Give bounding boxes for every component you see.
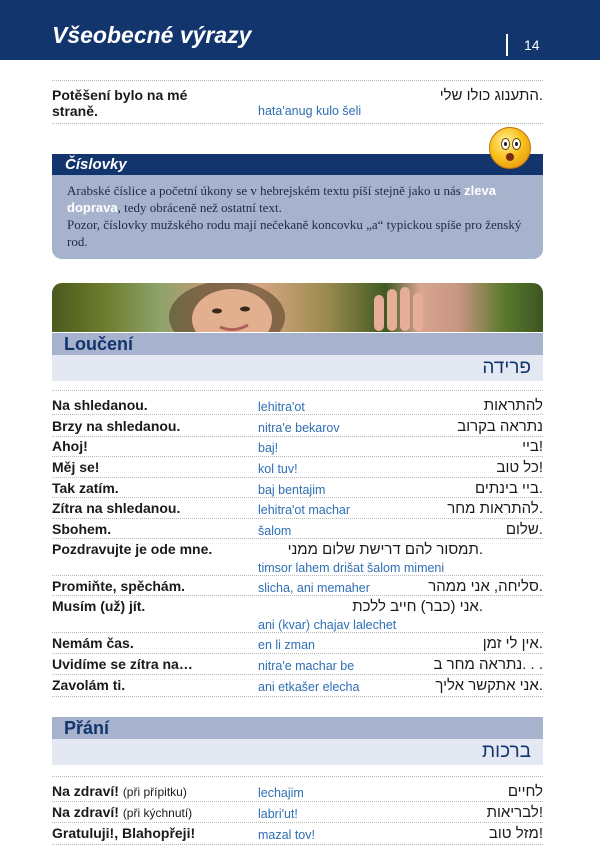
section-header-wishes	[52, 717, 543, 739]
phrase-transcription: mazal tov!	[258, 828, 315, 842]
section-title: Loučení	[64, 334, 134, 354]
divider	[52, 436, 543, 437]
chapter-title: Všeobecné výrazy	[52, 22, 252, 48]
divider	[52, 653, 543, 654]
divider	[52, 390, 543, 391]
phrase-czech: Pozdravujte je ode mne.	[52, 541, 213, 557]
section-header-farewell	[52, 333, 543, 355]
phrase-czech: Brzy na shledanou.	[52, 418, 181, 434]
phrase-transcription: slicha, ani memaher	[258, 581, 370, 595]
phrase-transcription: labri'ut!	[258, 807, 298, 821]
info-box-header	[52, 154, 543, 175]
divider	[52, 123, 543, 124]
phrase-czech: Sbohem.	[52, 521, 112, 537]
phrase-czech: Gratuluji!, Blahopřeji!	[52, 825, 196, 841]
phrase-hebrew: אני אתקשר אליך.	[435, 677, 543, 694]
phrase-hebrew: אני (כבר) חייב ללכת.	[352, 598, 483, 615]
phrase-czech: Uvidíme se zítra na…	[52, 656, 193, 672]
divider	[52, 776, 543, 777]
phrase-transcription: nitra'e machar be	[258, 659, 355, 673]
info-box-highlight: zleva doprava	[67, 183, 496, 215]
phrase-row	[52, 418, 543, 436]
divider	[52, 674, 543, 675]
phrase-czech: Potěšení bylo na mé straně.	[52, 87, 188, 119]
phrase-row	[52, 87, 543, 119]
phrase-hebrew: ביי!	[522, 438, 543, 455]
section-title-hebrew-bar	[52, 355, 543, 381]
phrase-hebrew: להתראות	[483, 397, 543, 414]
section-title-hebrew: ברכות	[482, 741, 531, 762]
phrase-row	[52, 635, 543, 653]
phrase-czech: Tak zatím.	[52, 480, 119, 496]
phrase-hebrew: תמסור להם דרישת שלום ממני.	[287, 541, 483, 558]
header-divider	[506, 34, 508, 56]
section-title-hebrew-bar	[52, 739, 543, 765]
divider	[52, 822, 543, 823]
phrase-transcription: nitra'e bekarov	[258, 421, 340, 435]
phrase-hebrew: אין לי זמן.	[482, 635, 543, 652]
phrase-transcription: ani (kvar) chajav lalechet	[258, 618, 397, 632]
phrase-row	[52, 656, 543, 674]
phrase-transcription: lehitra'ot machar	[258, 503, 351, 517]
phrase-transcription: baj!	[258, 441, 279, 455]
phrase-hebrew: סליחה, אני ממהר.	[428, 578, 543, 595]
divider	[52, 575, 543, 576]
phrase-row	[52, 677, 543, 695]
phrase-hebrew: לחיים	[507, 783, 543, 800]
phrase-row	[52, 578, 543, 596]
phrase-hebrew: שלום.	[505, 521, 543, 538]
surprised-face-icon	[489, 127, 531, 169]
divider	[52, 696, 543, 697]
divider	[52, 801, 543, 802]
phrase-czech: Na zdraví! (při přípitku)	[52, 783, 187, 799]
divider	[52, 538, 543, 539]
phrase-transcription: timsor lahem drišat šalom mimeni	[258, 561, 445, 575]
phrase-transcription: hata'anug kulo šeli	[258, 104, 362, 118]
phrase-czech: Na shledanou.	[52, 397, 148, 413]
phrase-hebrew: כל טוב!	[496, 459, 543, 476]
phrase-row	[52, 783, 543, 801]
phrase-transcription: ani etkašer elecha	[258, 680, 360, 694]
divider	[52, 844, 543, 845]
phrase-czech: Zavolám ti.	[52, 677, 126, 693]
page-number: 14	[524, 37, 540, 53]
phrase-hebrew: נתראה מחר ב. . .	[433, 656, 543, 673]
divider	[52, 497, 543, 498]
phrase-hebrew: להתראות מחר.	[447, 500, 543, 517]
section-title-hebrew: פרידה	[482, 357, 531, 378]
phrase-row	[52, 438, 543, 456]
phrase-note: (při přípitku)	[122, 785, 187, 799]
phrase-row	[52, 500, 543, 518]
phrase-czech: Nemám čas.	[52, 635, 134, 651]
phrase-hebrew: נתראה בקרוב	[457, 418, 543, 435]
phrase-transcription: lehitra'ot	[258, 400, 305, 414]
phrase-row	[52, 804, 543, 822]
phrase-hebrew: ביי בינתים.	[475, 480, 543, 497]
divider	[52, 632, 543, 633]
phrase-note: (při kýchnutí)	[122, 806, 193, 820]
divider	[52, 595, 543, 596]
phrase-hebrew: התענוג כולו שלי.	[439, 87, 543, 104]
phrase-row	[52, 598, 543, 632]
phrase-transcription: kol tuv!	[258, 462, 298, 476]
section-title: Přání	[64, 718, 110, 738]
photo-waving-woman	[52, 283, 543, 332]
phrase-transcription: baj bentajim	[258, 483, 326, 497]
phrase-czech: Zítra na shledanou.	[52, 500, 181, 516]
phrase-transcription: lechajim	[258, 786, 304, 800]
phrase-row	[52, 480, 543, 498]
divider	[52, 477, 543, 478]
phrase-czech: Musím (už) jít.	[52, 598, 146, 614]
phrase-row	[52, 397, 543, 415]
info-box-text: Arabské číslice a početní úkony se v hebrejském textu píší stejně jako u nás zleva doprava, tedy obráceně než ostatní text. Pozor, číslovky mužského rodu mají nečekaně koncovku „a“ typickou spíše pro ženský rod.	[67, 183, 522, 249]
divider	[52, 518, 543, 519]
phrase-hebrew: מזל טוב!	[488, 825, 543, 842]
divider	[52, 414, 543, 415]
phrase-transcription: en li zman	[258, 638, 315, 652]
phrase-transcription: šalom	[258, 524, 292, 538]
phrase-row	[52, 541, 543, 575]
phrase-czech: Na zdraví! (při kýchnutí)	[52, 804, 193, 820]
info-box	[52, 154, 543, 259]
phrase-czech: Měj se!	[52, 459, 100, 475]
phrase-row	[52, 521, 543, 539]
phrase-czech: Ahoj!	[52, 438, 88, 454]
phrase-czech: Promiňte, spěchám.	[52, 578, 186, 594]
phrase-row	[52, 459, 543, 477]
page-header	[0, 0, 600, 60]
divider	[52, 80, 543, 81]
info-box-title: Číslovky	[65, 156, 127, 173]
divider	[52, 456, 543, 457]
phrase-row	[52, 825, 543, 843]
phrase-hebrew: לבריאות!	[486, 804, 543, 821]
